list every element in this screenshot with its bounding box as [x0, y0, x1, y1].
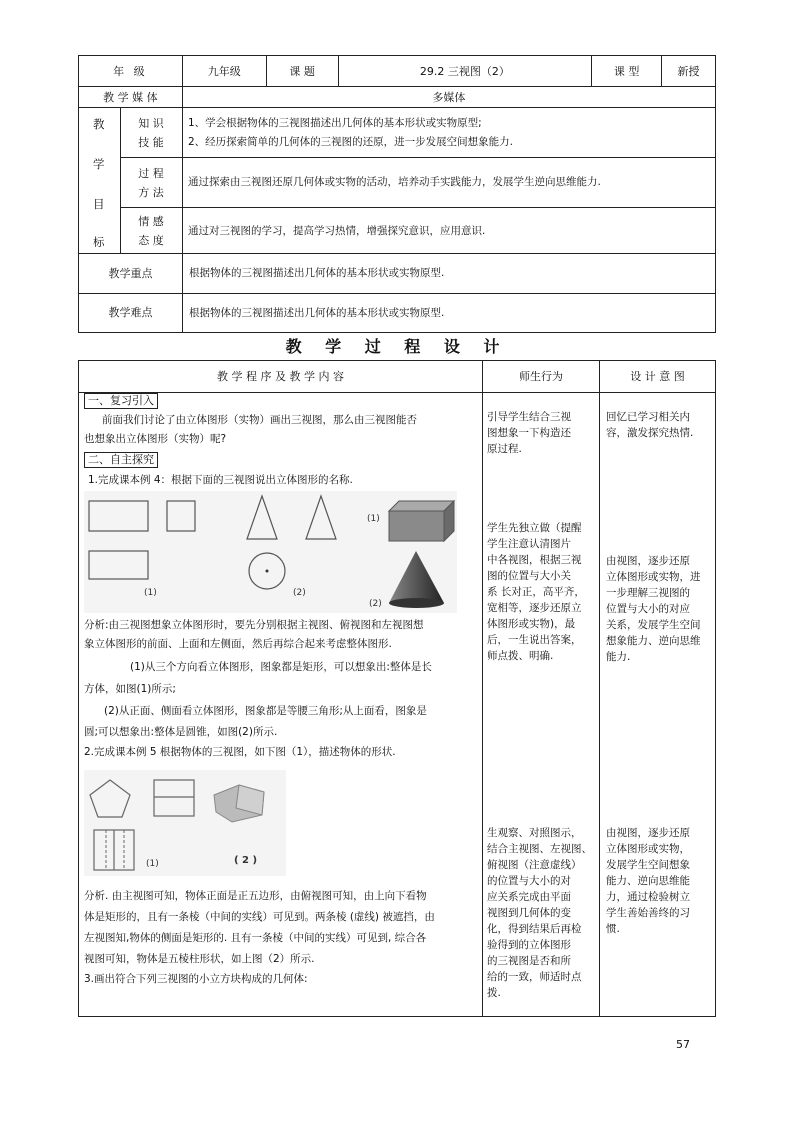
- fig1-label-3: (1): [367, 514, 380, 524]
- review-line-2: 也想象出立体图形（实物）呢?: [84, 433, 227, 445]
- page-number: 57: [676, 1038, 690, 1051]
- review-line-1: 前面我们讨论了由立体图形（实物）画出三视图，那么由三视图能否: [102, 414, 417, 426]
- review-tag: 一、复习引入: [84, 393, 158, 409]
- side-view-rect: [167, 501, 195, 531]
- lesson-info-table: [78, 55, 716, 108]
- front-view-rect: [89, 501, 148, 531]
- fig1-label-4: (2): [369, 599, 382, 609]
- goal-char-1: 教: [93, 117, 105, 131]
- process-label-2: 方 法: [138, 186, 164, 199]
- analysis1-line-1: 分析:由三视图想象立体图形时，要先分别根据主视图、俯视图和左视图想: [84, 619, 424, 631]
- intent-block-2: 由视图，逐步还原 立体图形或实物，进 一步理解三视图的 位置与大小的对应 关系，发展学生空间 想象能力、逆向思维 能力.: [606, 555, 701, 663]
- analysis2-line-2: 体是矩形的，且有一条棱（中间的实线）可见到。两条棱 (虚线) 被遮挡，由: [84, 911, 435, 923]
- col-header-behavior: 师生行为: [519, 370, 563, 383]
- grade-label: 年 级: [79, 56, 183, 87]
- fig2-label-2: ( 2 ): [234, 855, 258, 866]
- explore-tag: 二、自主探究: [84, 452, 158, 468]
- cone-shape: [389, 551, 444, 603]
- knowledge-label-1: 知 识: [138, 117, 164, 130]
- fig1-label-2: (2): [293, 588, 306, 598]
- top-view-rect: [154, 780, 194, 816]
- section-title: 教 学 过 程 设 计: [285, 337, 509, 356]
- analysis2-line-1: 分析. 由主视图可知，物体正面是正五边形，由俯视图可知，由上向下看物: [84, 890, 427, 902]
- task1-text: 1.完成课本例 4：根据下面的三视图说出立体图形的名称.: [88, 474, 353, 486]
- analysis1-line-2: 象立体图形的前面、上面和左侧面，然后再综合起来考虑整体图形.: [84, 638, 392, 650]
- key-point-label: 教学重点: [79, 254, 183, 293]
- type-label: 课 型: [592, 56, 662, 87]
- top-view-rect: [89, 551, 148, 579]
- media-label: 教 学 媒 体: [79, 87, 183, 108]
- goal-char-2: 学: [93, 157, 105, 171]
- analysis2-line-3: 左视图知,物体的侧面是矩形的. 且有一条棱（中间的实线）可见到, 综合各: [84, 932, 427, 944]
- goal-char-3: 目: [93, 197, 105, 211]
- intent-block-3: 由视图，逐步还原 立体图形或实物， 发展学生空间想象 能力、逆向思维能 力，通过检验树立 学生善始善终的习 惯.: [606, 827, 690, 935]
- grade-value: 九年级: [182, 56, 266, 87]
- topic-value: 29.2 三视图（2）: [338, 56, 592, 87]
- task2-text: 2.完成课本例 5 根据物体的三视图，如下图（1），描述物体的形状.: [84, 746, 396, 758]
- difficulty-label: 教学难点: [79, 294, 183, 332]
- col-header-content: 教 学 程 序 及 教 学 内 容: [217, 370, 344, 383]
- front-view-triangle: [247, 496, 277, 539]
- knowledge-line-2: 2、经历探索简单的几何体的三视图的还原，进一步发展空间想象能力.: [188, 136, 514, 148]
- emotion-label-1: 情 感: [138, 215, 164, 228]
- topic-label: 课 题: [266, 56, 338, 87]
- circle-center: [266, 570, 269, 573]
- fig1-label-1: (1): [144, 588, 157, 598]
- cuboid-top: [389, 501, 454, 511]
- media-value: 多媒体: [182, 87, 715, 108]
- col-header-intent: 设 计 意 图: [630, 370, 685, 383]
- intent-block-1: 回忆已学习相关内 容，激发探究热情.: [606, 411, 694, 439]
- type-value: 新授: [662, 56, 716, 87]
- case2-line-2: 圆;可以想象出:整体是圆锥，如图(2)所示.: [84, 726, 278, 738]
- process-label-1: 过 程: [138, 167, 164, 180]
- behavior-block-2: 学生先独立做（提醒 学生注意认清图片 中各视图，根据三视 图的位置与大小关 系 长对正，高平齐， 宽相等，逐步还原立 体图形或实物)，最 后，一生说出答案， 师点拨、明确.: [487, 522, 585, 662]
- behavior-block-3: 生观察、对照图示， 结合主视图、左视图、 俯视图（注意虚线） 的位置与大小的对 应关系完成由平面 视图到几何体的变 化，得到结果后再检 验得到的立体图形 的三视图是否和所 给的一致，师适时点 拨.: [487, 827, 592, 999]
- pentagon-front-view: [90, 780, 130, 817]
- process-text: 通过探索由三视图还原几何体或实物的活动，培养动手实践能力，发展学生逆向思维能力.: [182, 158, 715, 208]
- task3-text: 3.画出符合下列三视图的小立方块构成的几何体:: [84, 973, 308, 985]
- key-point-row: [78, 253, 716, 294]
- difficulty-row: [78, 293, 716, 333]
- teaching-goals: [78, 108, 716, 254]
- goal-char-4: 标: [93, 235, 105, 249]
- behavior-block-1: 引导学生结合三视 图想象一下构造还 原过程.: [487, 411, 571, 455]
- case2-line-1: (2)从正面、侧面看立体图形，图象都是等腰三角形;从上面看，图象是: [104, 705, 427, 717]
- cuboid-front: [389, 511, 444, 541]
- case1-line-2: 方体，如图(1)所示;: [84, 683, 176, 695]
- figure-1-drawing: [84, 491, 457, 613]
- knowledge-label-2: 技 能: [138, 136, 164, 149]
- key-point-text: 根据物体的三视图描述出几何体的基本形状或实物原型.: [189, 267, 445, 279]
- figure-three-views-1: [84, 491, 457, 613]
- figure-2-drawing: [84, 770, 286, 876]
- cone-base: [389, 598, 444, 608]
- emotion-label-2: 态 度: [138, 234, 164, 247]
- side-view-triangle: [306, 496, 336, 539]
- figure-three-views-2: [84, 770, 286, 876]
- analysis2-line-4: 视图可知，物体是五棱柱形状，如上图（2）所示.: [84, 953, 315, 965]
- fig2-label-1: (1): [146, 859, 159, 869]
- knowledge-line-1: 1、学会根据物体的三视图描述出几何体的基本形状或实物原型;: [188, 117, 482, 129]
- case1-line-1: (1)从三个方向看立体图形，图象都是矩形，可以想象出:整体是长: [130, 661, 432, 673]
- difficulty-text: 根据物体的三视图描述出几何体的基本形状或实物原型.: [189, 307, 445, 319]
- emotion-text: 通过对三视图的学习，提高学习热情，增强探究意识，应用意识.: [188, 225, 486, 237]
